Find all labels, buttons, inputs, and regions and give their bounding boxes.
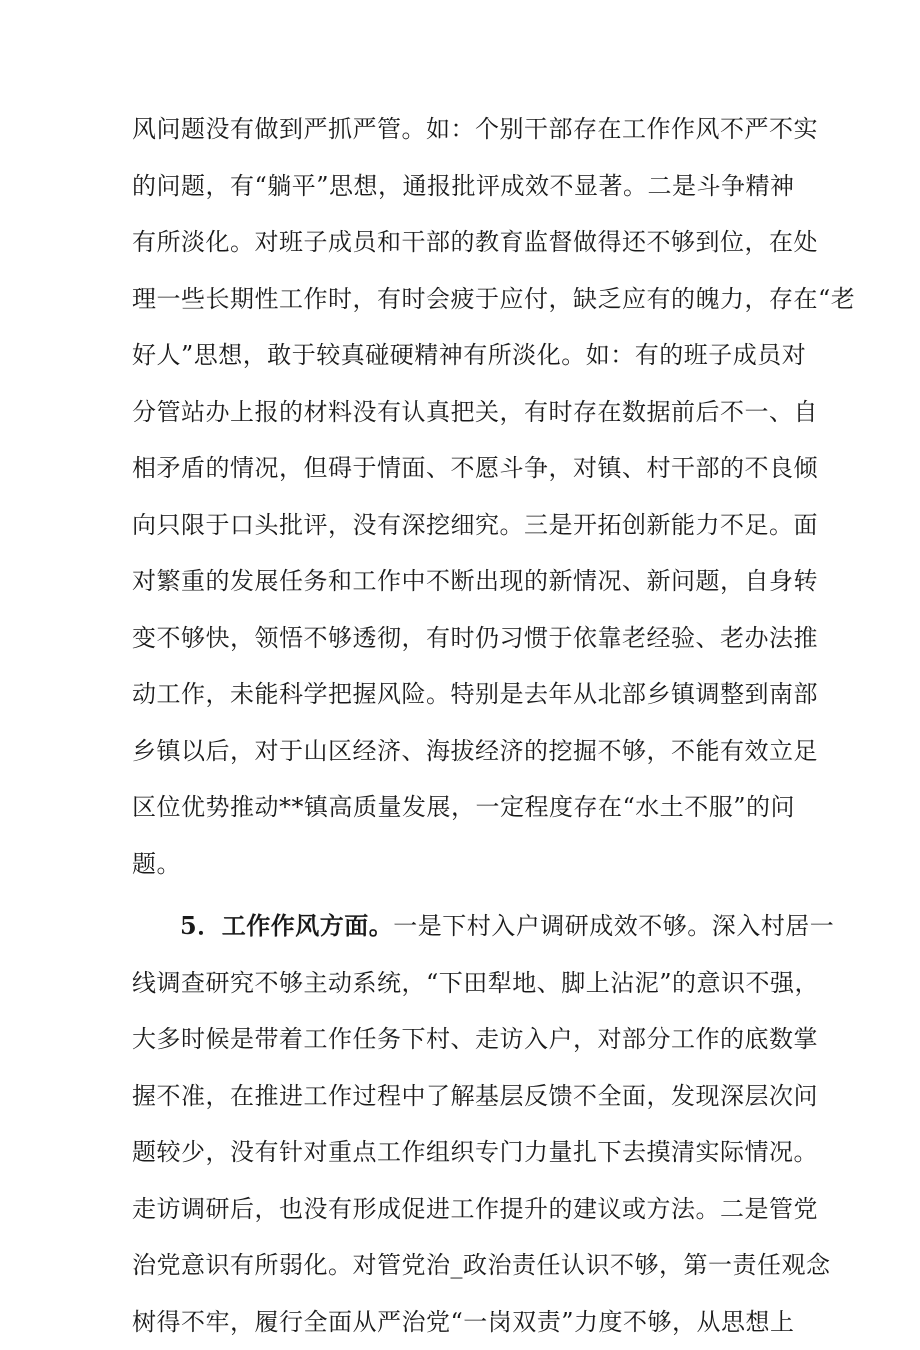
paragraph-line: 分管站办上报的材料没有认真把关，有时存在数据前后不一、自 <box>132 384 792 441</box>
paragraph-1 <box>132 101 792 892</box>
paragraph-line: 理一些长期性工作时，有时会疲于应付，缺乏应有的魄力，存在“老 <box>132 271 792 328</box>
paragraph-line: 区位优势推动**镇高质量发展，一定程度存在“水土不服”的问 <box>132 779 792 836</box>
paragraph-line: 相矛盾的情况，但碍于情面、不愿斗争，对镇、村干部的不良倾 <box>132 440 792 497</box>
paragraph-line: 风问题没有做到严抓严管。如：个别干部存在工作作风不严不实 <box>132 101 792 158</box>
paragraph-line: 大多时候是带着工作任务下村、走访入户，对部分工作的底数掌 <box>132 1011 792 1068</box>
paragraph-line: 动工作，未能科学把握风险。特别是去年从北部乡镇调整到南部 <box>132 666 792 723</box>
paragraph-line: 走访调研后，也没有形成促进工作提升的建议或方法。二是管党 <box>132 1181 792 1238</box>
document-body <box>132 101 792 1350</box>
paragraph-line: 线调查研究不够主动系统，“下田犁地、脚上沾泥”的意识不强， <box>132 955 792 1012</box>
paragraph-line: 有所淡化。对班子成员和干部的教育监督做得还不够到位，在处 <box>132 214 792 271</box>
paragraph-line: 好人”思想，敢于较真碰硬精神有所淡化。如：有的班子成员对 <box>132 327 792 384</box>
paragraph-line-text: 一是下村入户调研成效不够。深入村居一 <box>393 912 834 940</box>
paragraph-line: 对繁重的发展任务和工作中不断出现的新情况、新问题，自身转 <box>132 553 792 610</box>
paragraph-first-line <box>132 898 792 955</box>
paragraph-line: 向只限于口头批评，没有深挖细究。三是开拓创新能力不足。面 <box>132 497 792 554</box>
paragraph-line: 治党意识有所弱化。对管党治_政治责任认识不够，第一责任观念 <box>132 1237 792 1294</box>
paragraph-line: 握不准，在推进工作过程中了解基层反馈不全面，发现深层次问 <box>132 1068 792 1125</box>
section-heading: 5．工作作风方面。 <box>180 911 393 940</box>
paragraph-line: 变不够快，领悟不够透彻，有时仍习惯于依靠老经验、老办法推 <box>132 610 792 667</box>
paragraph-line: 题较少，没有针对重点工作组织专门力量扎下去摸清实际情况。 <box>132 1124 792 1181</box>
paragraph-line: 的问题，有“躺平”思想，通报批评成效不显著。二是斗争精神 <box>132 158 792 215</box>
paragraph-line: 乡镇以后，对于山区经济、海拔经济的挖掘不够，不能有效立足 <box>132 723 792 780</box>
paragraph-line: 树得不牢，履行全面从严治党“一岗双责”力度不够，从思想上 <box>132 1294 792 1350</box>
paragraph-2 <box>132 898 792 1350</box>
paragraph-line: 题。 <box>132 836 792 893</box>
